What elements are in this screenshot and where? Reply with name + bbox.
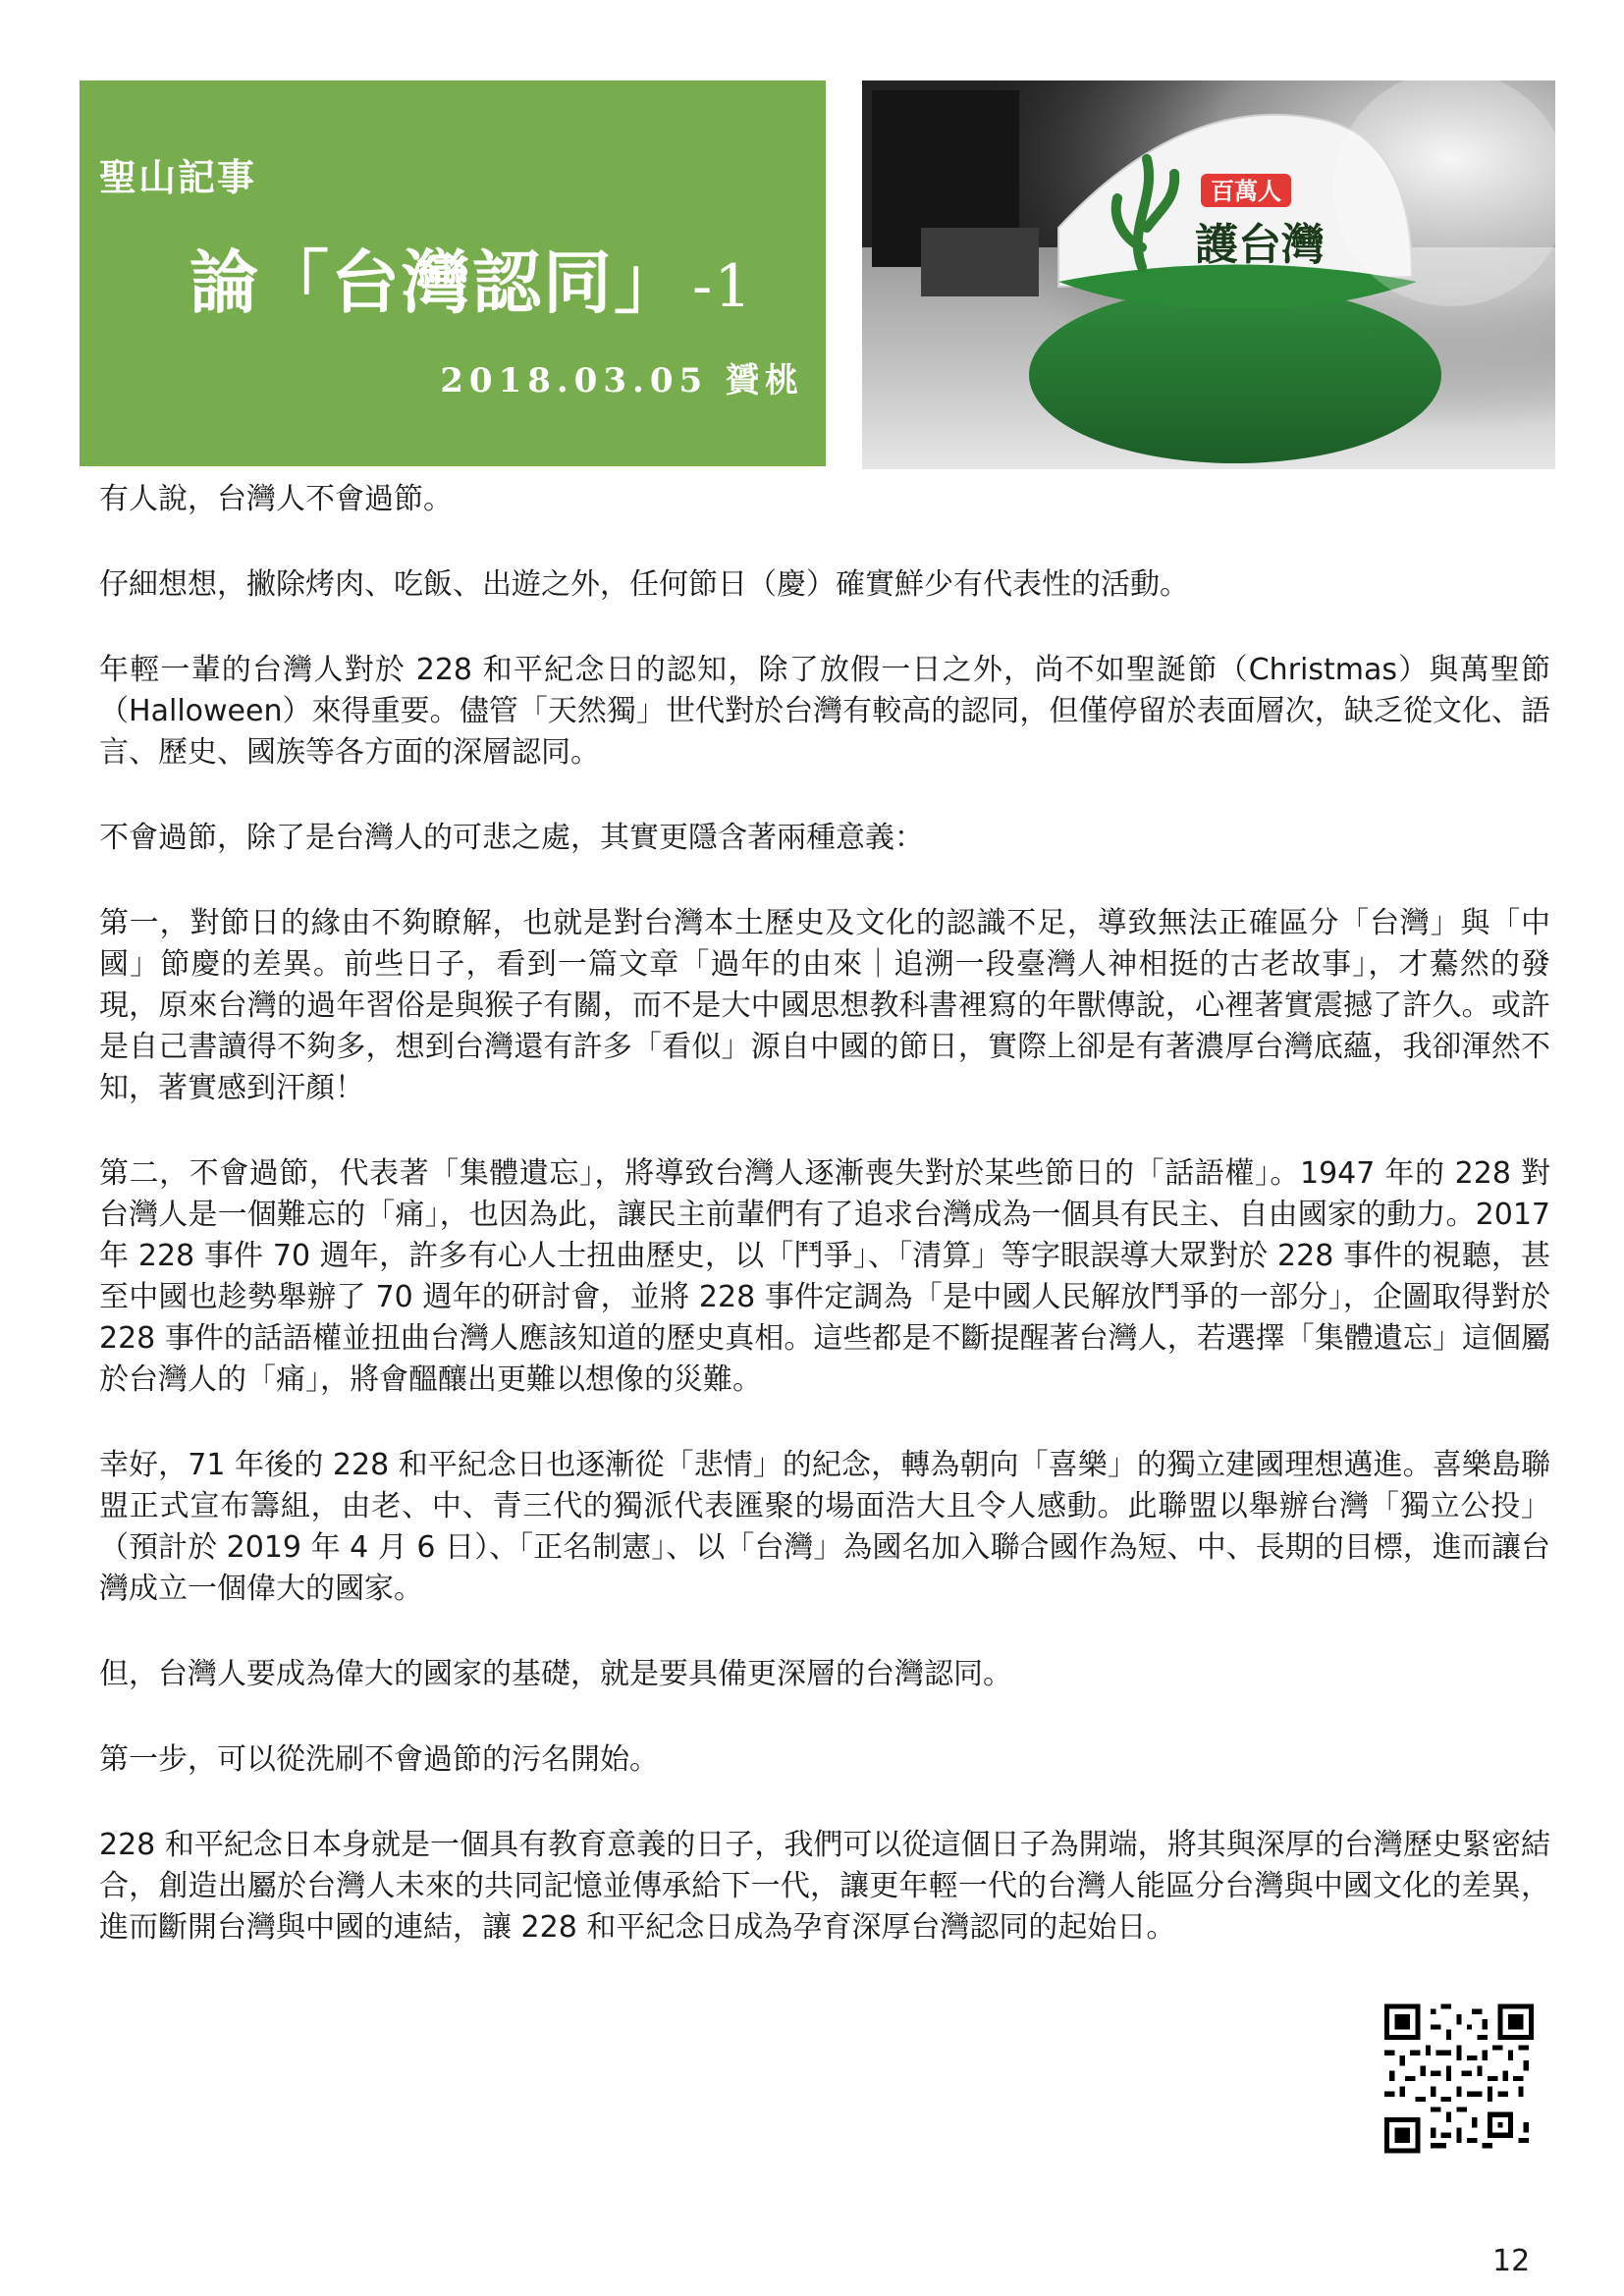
paragraph: 但，台灣人要成為偉大的國家的基礎，就是要具備更深層的台灣認同。 <box>99 1657 1012 1691</box>
paragraph: 幸好，71 年後的 228 和平紀念日也逐漸從「悲情」的紀念，轉為朝向「喜樂」的獨立建國理想邁進。喜樂島聯盟正式宣布籌組，由老、中、青三代的獨派代表匯聚的場面浩大且令人感動。此聯盟以舉辦台灣「獨立公投」（預計於 2019 年 4 月 6 日）、「正名制憲」、以「台灣」為國名加入聯合國作為短、中、長期的目標，進而讓台灣成立一個偉大的國家。 <box>99 1448 1550 1606</box>
cap-badge-text: 百萬人 <box>1211 178 1281 205</box>
paragraph: 年輕一輩的台灣人對於 228 和平紀念日的認知，除了放假一日之外，尚不如聖誕節（Christmas）與萬聖節（Halloween）來得重要。儘管「天然獨」世代對於台灣有較高的認同，但僅停留於表面層次，缺乏從文化、語言、歷史、國族等各方面的深層認同。 <box>99 653 1550 770</box>
column-name: 聖山記事 <box>99 156 257 199</box>
cap-photo <box>862 80 1555 469</box>
article-title-main: 論「台灣認同」 <box>189 241 684 323</box>
article-title-suffix: -1 <box>692 252 754 321</box>
paragraph: 第一步，可以從洗刷不會過節的污名開始。 <box>99 1742 659 1777</box>
paragraph: 不會過節，除了是台灣人的可悲之處，其實更隱含著兩種意義： <box>99 821 924 855</box>
paragraph: 第一，對節日的緣由不夠瞭解，也就是對台灣本土歷史及文化的認識不足，導致無法正確區分「台灣」與「中國」節慶的差異。前些日子，看到一篇文章「過年的由來｜追溯一段臺灣人神相挺的古老故事」，才驀然的發現，原來台灣的過年習俗是與猴子有關，而不是大中國思想教科書裡寫的年獸傳說，心裡著實震撼了許久。或許是自己書讀得不夠多，想到台灣還有許多「看似」源自中國的節日，實際上卻是有著濃厚台灣底蘊，我卻渾然不知，著實感到汗顏！ <box>99 906 1550 1105</box>
article-title <box>189 228 753 327</box>
page-number: 12 <box>1492 2244 1531 2278</box>
paragraph: 第二，不會過節，代表著「集體遺忘」，將導致台灣人逐漸喪失對於某些節日的「話語權」。1947 年的 228 對台灣人是一個難忘的「痛」，也因為此，讓民主前輩們有了追求台灣成為一個具有民主、自由國家的動力。2017 年 228 事件 70 週年，許多有心人士扭曲歷史，以「鬥爭」、「清算」等字眼誤導大眾對於 228 事件的視聽，甚至中國也趁勢舉辦了 70 週年的研討會，並將 228 事件定調為「是中國人民解放鬥爭的一部分」，企圖取得對於 228 事件的話語權並扭曲台灣人應該知道的歷史真相。這些都是不斷提醒著台灣人，若選擇「集體遺忘」這個屬於台灣人的「痛」，將會醞釀出更難以想像的災難。 <box>99 1156 1550 1397</box>
qr-code[interactable] <box>1384 2003 1534 2154</box>
paragraph: 仔細想想，撇除烤肉、吃飯、出遊之外，任何節日（慶）確實鮮少有代表性的活動。 <box>99 567 1189 602</box>
article-body <box>99 479 1550 1993</box>
header-banner <box>80 80 826 466</box>
cap-slogan-text: 護台灣 <box>1195 220 1325 270</box>
byline: 2018.03.05 贇桃 <box>440 361 804 400</box>
paragraph: 228 和平紀念日本身就是一個具有教育意義的日子，我們可以從這個日子為開端，將其與深厚的台灣歷史緊密結合，創造出屬於台灣人未來的共同記憶並傳承給下一代，讓更年輕一代的台灣人能區分台灣與中國文化的差異，進而斷開台灣與中國的連結，讓 228 和平紀念日成為孕育深厚台灣認同的起始日。 <box>99 1828 1550 1945</box>
paragraph: 有人說，台灣人不會過節。 <box>99 482 453 516</box>
